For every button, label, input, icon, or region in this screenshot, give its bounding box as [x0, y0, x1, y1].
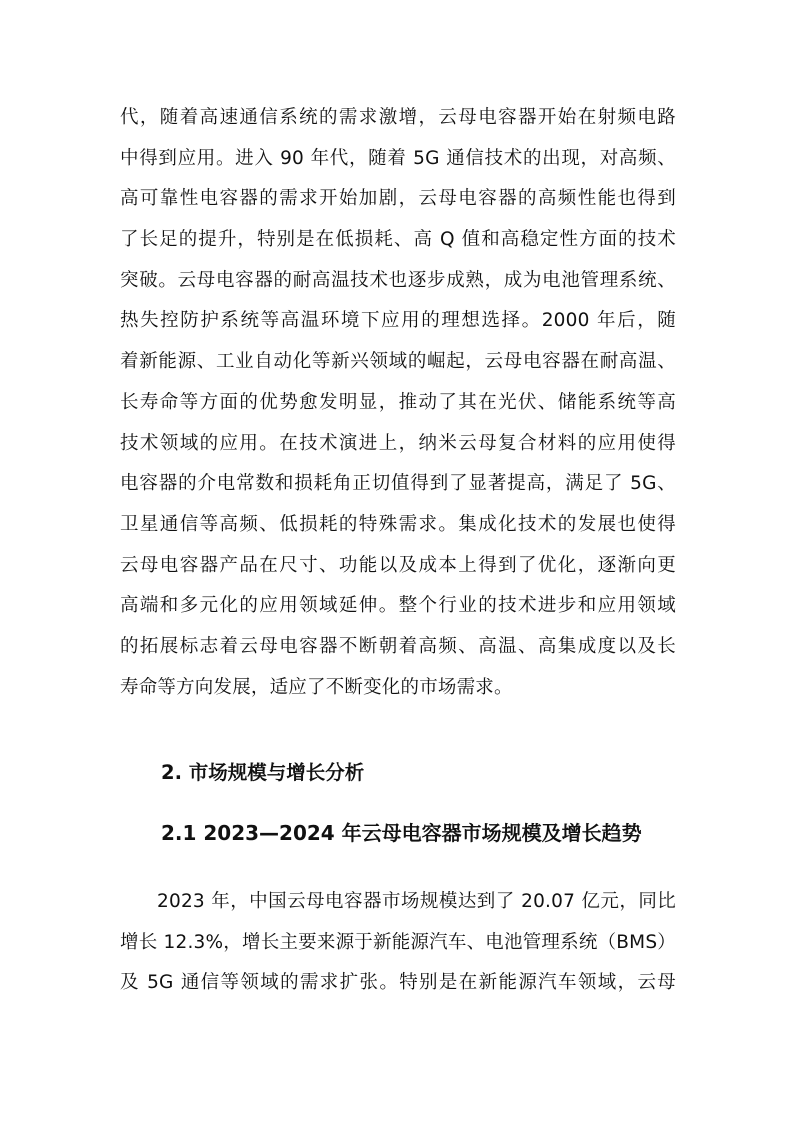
text-line: 电容器的介电常数和损耗角正切值得到了显著提高，满足了 5G、: [120, 473, 676, 495]
body-paragraph-market-2023: [120, 882, 676, 1004]
text-line: 中得到应用。进入 90 年代，随着 5G 通信技术的出现，对高频、: [120, 147, 676, 169]
text-line: 的拓展标志着云母电容器不断朝着高频、高温、高集成度以及长: [120, 635, 676, 657]
text-line: 云母电容器产品在尺寸、功能以及成本上得到了优化，逐渐向更: [120, 554, 676, 576]
text-line: 高端和多元化的应用领域延伸。整个行业的技术进步和应用领域: [120, 595, 676, 617]
section-heading-market-size: 2. 市场规模与增长分析: [161, 761, 365, 784]
text-line: 及 5G 通信等领域的需求扩张。特别是在新能源汽车领域，云母: [120, 972, 676, 994]
text-line: 热失控防护系统等高温环境下应用的理想选择。2000 年后，随: [120, 310, 676, 332]
subsection-heading-2023-2024-trend: 2.1 2023—2024 年云母电容器市场规模及增长趋势: [161, 821, 642, 845]
text-line: 技术领域的应用。在技术演进上，纳米云母复合材料的应用使得: [120, 432, 676, 454]
text-line: 2023 年，中国云母电容器市场规模达到了 20.07 亿元，同比: [157, 891, 676, 912]
text-line: 代，随着高速通信系统的需求激增，云母电容器开始在射频电路: [120, 107, 676, 128]
text-line: 卫星通信等高频、低损耗的特殊需求。集成化技术的发展也使得: [120, 513, 676, 535]
text-line: 长寿命等方面的优势愈发明显，推动了其在光伏、储能系统等高: [120, 391, 676, 413]
text-line: 寿命等方向发展，适应了不断变化的市场需求。: [120, 676, 513, 698]
text-line: 突破。云母电容器的耐高温技术也逐步成熟，成为电池管理系统、: [120, 269, 676, 291]
text-line: 了长足的提升，特别是在低损耗、高 Q 值和高稳定性方面的技术: [120, 229, 676, 251]
text-line: 增长 12.3%，增长主要来源于新能源汽车、电池管理系统（BMS）: [120, 931, 676, 953]
text-line: 高可靠性电容器的需求开始加剧，云母电容器的高频性能也得到: [120, 188, 676, 210]
body-paragraph-technology-history: [120, 98, 676, 708]
text-line: 着新能源、工业自动化等新兴领域的崛起，云母电容器在耐高温、: [120, 351, 676, 373]
